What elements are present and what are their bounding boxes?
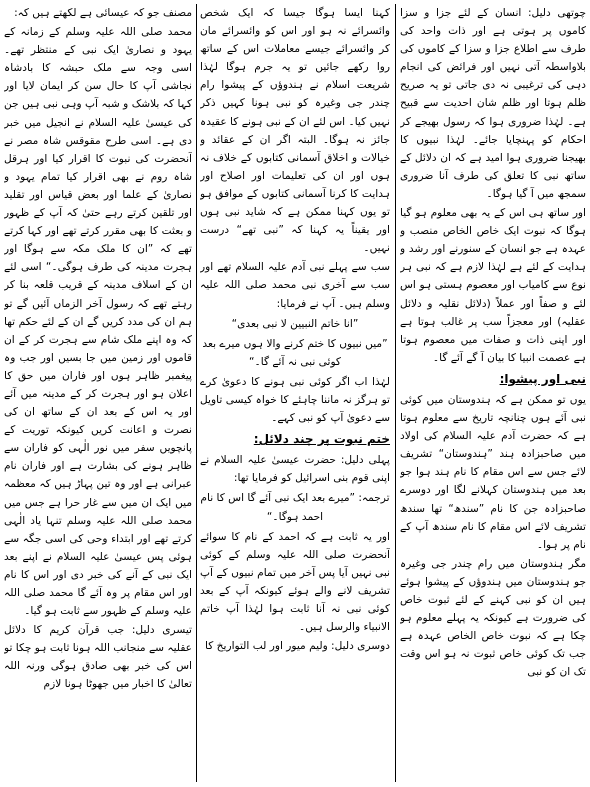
- paragraph-second-proof: دوسری دلیل: ولیم میور اور لب التواریخ کا: [205, 640, 390, 653]
- paragraph-first-proof: پہلی دلیل: حضرت عیسیٰ علیہ السلام نے اپنی قوم بنی اسرائیل کو فرمایا تھا:: [200, 454, 390, 485]
- paragraph-ram-chandra: مگر ہندوستان میں رام چندر جی وغیرہ جو ہندوستان میں ہندوؤں کے پیشوا ہوئے ہیں ان کو نبی کہنے کے لئے ثبوت خاص کی ضرورت ہے کیونکہ یہ پہلے معلوم ہو چکا ہے کہ نبوت خاص الخاص عہدہ ہے جب تک کوئی خاص ثبوت نہ ہو اس وقت تک ان کو نبی: [400, 557, 586, 679]
- paragraph-ahmad-name: اور یہ ثابت ہے کہ احمد کے نام کا سوائے آنحضرت صلی اللہ علیہ وسلم کے کوئی نبی نہیں آیا پس آخر میں تمام نبیوں کے آپ تشریف لانے والے ہوئے کیونکہ آپ کے بعد کوئی نبی نہ آنا ثابت ہوا لہٰذا آپ خاتم الانبیاء والرسل ہیں۔: [200, 530, 390, 634]
- paragraph-fourth-proof: چوتھی دلیل: انسان کے لئے جزا و سزا کاموں پر ہوتی ہے اور ذات واحد کی طرف سے اطلاع جزا و سزا کے کاموں کی بلاواسطہ آتی نہیں اور فرائض کی انجام دہی کی ترغیبی نہ دی جاتی تو یہ صریح ظلم ہوتا اور ظلم شان احدیت سے قبیح ہے۔ لہٰذا ضروری ہوا کہ رسول بھیجے کر احکام کو پہنچایا جائے۔ لہٰذا نبیوں کا بھیجنا ضروری ہوا امید ہے کہ ان دلائل کے ساتھ نبی کا تعلق کی طرف آنا ضروری سمجھ میں آ گیا ہوگا۔: [400, 7, 586, 200]
- text-column-right: [400, 4, 586, 782]
- paragraph-prophethood-office: اور ساتھ ہی اس کے یہ بھی معلوم ہو گیا ہوگا کہ نبوت ایک خاص الخاص منصب و عہدہ ہے جو انسان کے سنورنے اور رشد و ہدایت کے لئے ہے لہٰذا لازم ہے کہ نبی ہر نوع سے کامیاب اور معصوم ہستی ہو اس لئے و صفاً اور عملاً (دلائل نقلیہ و دلائل عقلیہ) اور معجزاً سب پر غالب ہوتا ہے اور اپنی ذات و صفات میں معصوم ہوتا ہے عصمت انبیا کا بیان آ گے آئے گا۔: [400, 207, 586, 364]
- paragraph-jews-christians: محمد صلی اللہ علیہ وسلم کے زمانہ کے یہود و نصاریٰ ایک نبی کے منتظر تھے۔ اسی وجہ سے ملک حبشہ کا بادشاہ نجاشی آپ کا حال سن کر ایمان لایا اور کہا کہ بلاشک و شبہ آپ وہی نبی ہیں جن کی عیسیٰ علیہ السلام نے انجیل میں خبر دی ہے۔ اسی طرح مقوقس شاہ مصر نے آنحضرت کی نبوت کا اقرار کیا اور ہرقل شاہ روم نے بھی اقرار کیا تمام یہود و نصاریٰ کے علما اور بعض قیاس اور تقلید اور تلقین کرتے رہے حتیٰ کہ آپ کے ظہور و بعثت کا بھی مقرر کرتے تھے اور کہا کرتے تھے کہ ”ان کا ملک مکہ سے ہوگا اور ہجرت مدینہ کی طرف ہوگی۔“ اسی لئے ان کے اسلاف مدینہ کے قریب قلعہ بنا کر رہتے تھے کہ رسول آخر الزماں آئیں گے تو ہم ان کی مدد کریں گے ان کے لئے حکم تھا کہ وہ اپنے ملک شام سے ہجرت کر کے ان قاموں اور زمین میں جا بسیں اور جب وہ پیغمبر ظاہر ہوں اور فاران میں حق کا اعلان ہو اور ہجرت کر کے مدینہ میں آئے اور یہ اس کے بعد ان کے ساتھ ان کی نصرت و اعانت کریں کیونکہ توریت کے پانچویں سفر میں نور الٰہی کو فاران سے ظاہر ہونے کی بشارت ہے اور فاران نام عبرانی ہے اور وہ تین پہاڑ ہیں کہ معظمہ میں ایک ان میں سے غار حرا ہے جس میں محمد صلی اللہ علیہ وسلم تنہا یاد الٰہی کرتے تھے اور ابتداء وحی کی اسی جگہ سے ہوئی پس عیسیٰ علیہ السلام نے اپنے بعد ایک نبی کے آنے کی خبر دی اور اس کا نام اور اس مقام پر وہ آئے گا محمد صلی اللہ علیہ وسلم کے ظہور سے ثابت ہو گیا۔: [4, 26, 192, 618]
- paragraph-first-last-prophet: سب سے پہلے نبی آدم علیہ السلام تھے اور سب سے آخری نبی محمد صلی اللہ علیہ وسلم ہیں۔ آپ نے فرمایا:: [200, 261, 390, 310]
- hadith-arabic: ”انا خاتم النبیین لا نبی بعدی“: [231, 317, 359, 330]
- paragraph-false-claimant: لہٰذا اب اگر کوئی نبی ہونے کا دعویٰ کرے تو ہرگز نہ ماننا چاہئے کا خواہ کیسی تاویل سے دعویٰ آپ کو نبی کہے۔: [200, 375, 390, 425]
- heading-finality-proofs: ختم نبوت پر چند دلائل:: [253, 432, 390, 447]
- hadith-translation: ”میں نبیوں کا ختم کرنے والا ہوں میرے بعد کوئی نبی نہ آئے گا۔“: [202, 337, 388, 368]
- column-divider: [395, 4, 396, 782]
- quote-translation: ترجمہ: ”میرے بعد ایک نبی آئے گا اس کا نام احمد ہوگا۔“: [200, 492, 390, 523]
- heading-prophet-and-leader: نبی اور پیشوا:: [499, 371, 586, 386]
- paragraph-india-prophets: یوں تو ممکن ہے کہ ہندوستان میں کوئی نبی آئے ہوں چنانچہ تاریخ سے معلوم ہوتا ہے کہ حضرت آدم علیہ السلام کی اولاد میں صاحبزادہ ہند ”ہندوستان“ تشریف لائے جس سے اس مقام کا نام ہند ہوا جو بعد میں ہندوستان کہلانے لگا اور دوسرے صاحبزادہ جن کا نام ”سندھ“ تھا سندھ تشریف لائے اس مقام کا نام سندھ آپ کے نام پر ہوا۔: [400, 393, 586, 551]
- text-column-middle: [200, 4, 390, 782]
- text-column-left: [4, 4, 192, 782]
- paragraph-author-christian: مصنف جو کہ عیسائی ہے لکھتے ہیں کہ:: [14, 7, 192, 19]
- column-divider: [196, 4, 197, 782]
- paragraph-viceroy-analogy: کہنا ایسا ہوگا جیسا کہ ایک شخص وائسرائے نہ ہو اور اس کو وائسرائے مان کر وائسرائے جیسے معاملات اس کے ساتھ روا رکھے جائیں تو یہ جرم ہوگا لہٰذا شریعت اسلام نے ہندوؤں کے پیشوا رام چندر جی وغیرہ کو نبی ہونا کہیں ذکر نہیں کیا۔ اس لئے ان کے نبی ہونے کا عقیدہ جائز نہ ہوگا۔ البتہ اگر ان کے عقائد و خیالات و اخلاق آسمانی کتابوں کے خلاف نہ ہوں اور ان کی تعلیمات اور اصلاح اور ہدایت کا کرنا آسمانی کتابوں کے موافق ہو تو یوں کہنا ممکن ہے کہ شاید نبی ہوں اور یقیناً یہ کہنا کہ ”نبی تھے“ درست نہیں۔: [200, 7, 390, 255]
- paragraph-third-proof: تیسری دلیل: جب قرآن کریم کا دلائل عقلیہ سے منجانب اللہ ہونا ثابت ہو چکا تو اس کی خبر بھی صادق ہوگی ورنہ اللہ تعالیٰ کا اخبار میں جھوٹا ہونا لازم: [4, 624, 192, 691]
